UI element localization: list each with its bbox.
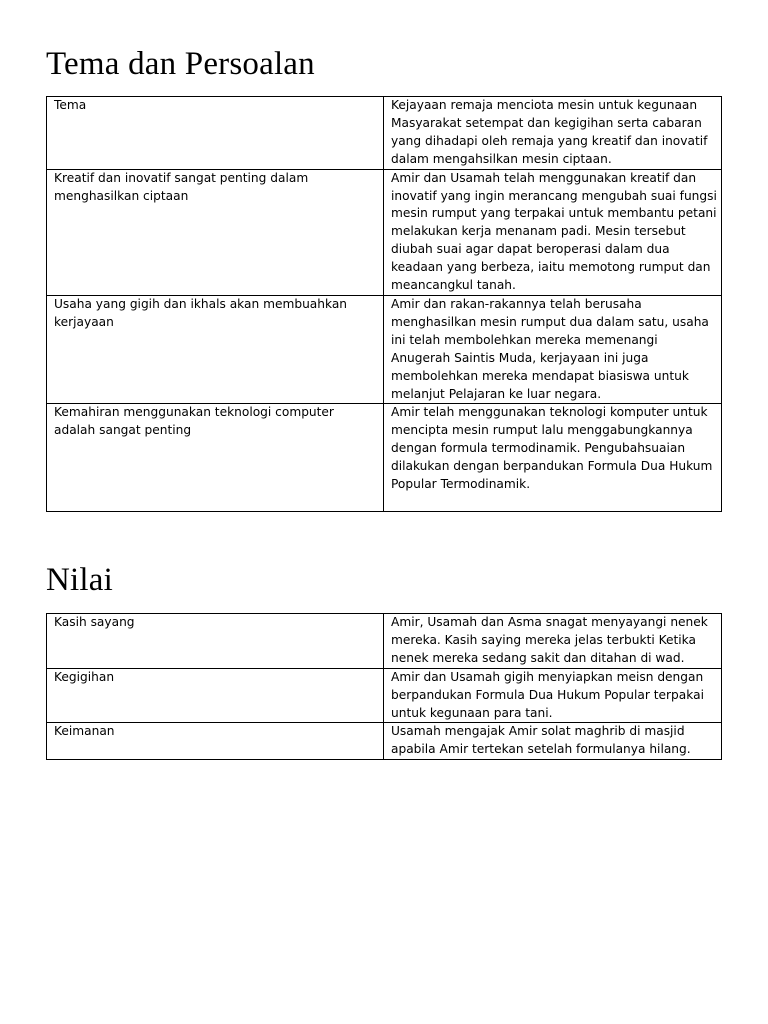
value-label-cell: Keimanan bbox=[47, 723, 384, 760]
table-row bbox=[47, 404, 722, 512]
tema-persoalan-table bbox=[46, 96, 722, 512]
table-row bbox=[47, 97, 722, 170]
section-title-tema-dan-persoalan: Tema dan Persoalan bbox=[46, 46, 315, 82]
table-row bbox=[47, 723, 722, 760]
section-title-nilai: Nilai bbox=[46, 562, 113, 598]
table-row bbox=[47, 614, 722, 669]
value-description-cell: Amir, Usamah dan Asma snagat menyayangi nenek mereka. Kasih saying mereka jelas terbukti Ketika nenek mereka sedang sakit dan ditahan di wad. bbox=[384, 614, 722, 669]
theme-label-cell: Kemahiran menggunakan teknologi computer adalah sangat penting bbox=[47, 404, 384, 512]
nilai-table bbox=[46, 613, 722, 760]
theme-label-cell: Kreatif dan inovatif sangat penting dalam menghasilkan ciptaan bbox=[47, 169, 384, 295]
theme-description-cell: Kejayaan remaja menciota mesin untuk kegunaan Masyarakat setempat dan kegigihan serta cabaran yang dihadapi oleh remaja yang kreatif dan inovatif dalam mengahsilkan mesin ciptaan. bbox=[384, 97, 722, 170]
value-description-cell: Amir dan Usamah gigih menyiapkan meisn dengan berpandukan Formula Dua Hukum Popular terpakai untuk kegunaan para tani. bbox=[384, 668, 722, 723]
theme-label-cell: Usaha yang gigih dan ikhals akan membuahkan kerjayaan bbox=[47, 295, 384, 403]
value-label-cell: Kasih sayang bbox=[47, 614, 384, 669]
value-description-cell: Usamah mengajak Amir solat maghrib di masjid apabila Amir tertekan setelah formulanya hilang. bbox=[384, 723, 722, 760]
value-label-cell: Kegigihan bbox=[47, 668, 384, 723]
table-row bbox=[47, 668, 722, 723]
table-row bbox=[47, 169, 722, 295]
theme-description-cell: Amir telah menggunakan teknologi komputer untuk mencipta mesin rumput lalu menggabungkannya dengan formula termodinamik. Pengubahsuaian dilakukan dengan berpandukan Formula Dua Hukum Popular Termodinamik. bbox=[384, 404, 722, 512]
table-row bbox=[47, 295, 722, 403]
theme-description-cell: Amir dan rakan-rakannya telah berusaha menghasilkan mesin rumput dua dalam satu, usaha ini telah membolehkan mereka memenangi Anugerah Saintis Muda, kerjayaan ini juga membolehkan mereka mendapat biasiswa untuk melanjut Pelajaran ke luar negara. bbox=[384, 295, 722, 403]
theme-description-cell: Amir dan Usamah telah menggunakan kreatif dan inovatif yang ingin merancang mengubah suai fungsi mesin rumput yang terpakai untuk membantu petani melakukan kerja menanam padi. Mesin tersebut diubah suai agar dapat beroperasi dalam dua keadaan yang berbeza, iaitu memotong rumput dan meancangkul tanah. bbox=[384, 169, 722, 295]
theme-label-cell: Tema bbox=[47, 97, 384, 170]
